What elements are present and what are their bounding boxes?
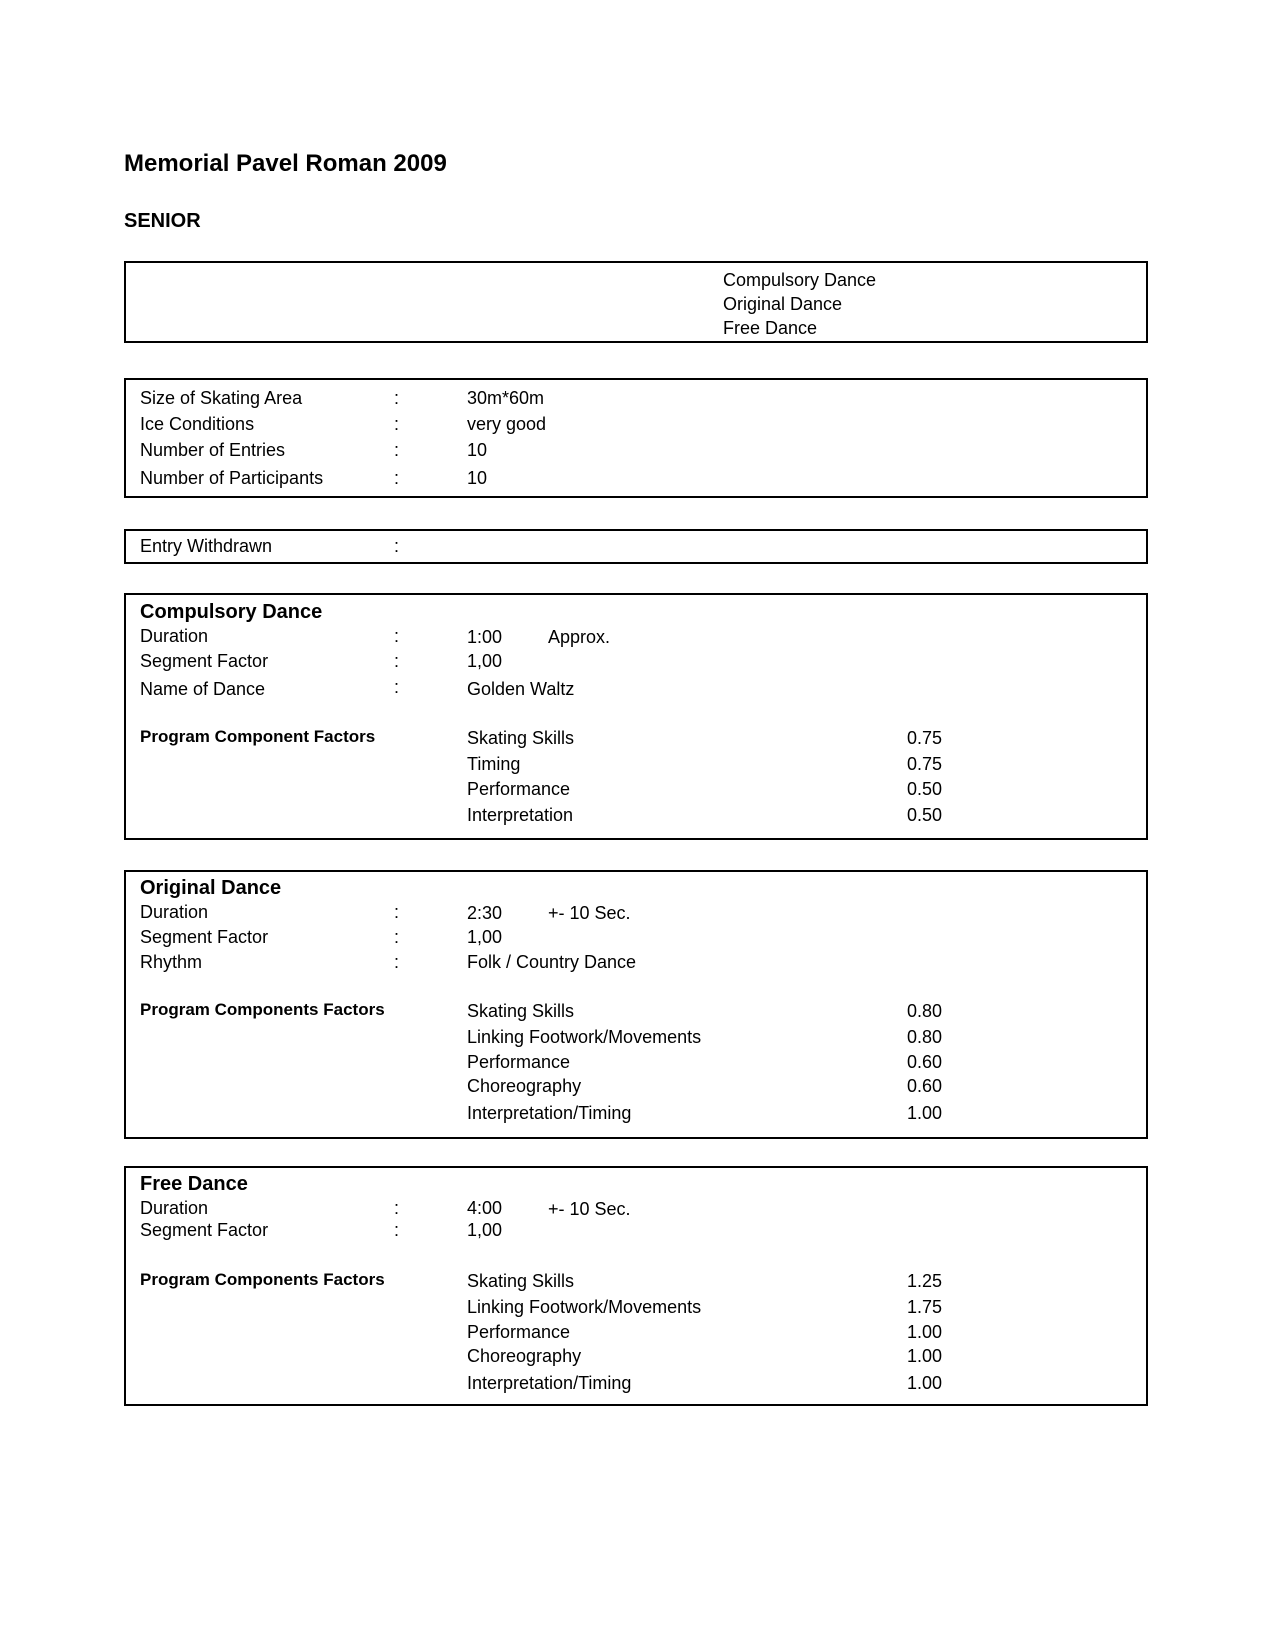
sep: : xyxy=(394,677,400,697)
duration-value: 1:00 xyxy=(467,627,503,647)
duration-value: 2:30 xyxy=(467,903,503,923)
component-name: Choreography xyxy=(467,1076,582,1096)
component-factor: 1.75 xyxy=(907,1297,943,1317)
category-label: SENIOR xyxy=(124,210,201,232)
duration-value: 4:00 xyxy=(467,1198,503,1218)
component-factor: 0.80 xyxy=(907,1027,943,1047)
duration-label: Duration xyxy=(140,626,209,646)
sep: : xyxy=(394,1198,400,1218)
info-value: 30m*60m xyxy=(467,388,545,408)
component-factor: 1.00 xyxy=(907,1373,943,1393)
pcf-label: Program Component Factors xyxy=(140,727,376,746)
pcf-label: Program Components Factors xyxy=(140,1270,385,1289)
duration-note: +- 10 Sec. xyxy=(548,1199,631,1219)
segment-factor-label: Segment Factor xyxy=(140,651,269,671)
withdrawn-label: Entry Withdrawn xyxy=(140,536,273,556)
component-name: Skating Skills xyxy=(467,1001,575,1021)
segment-factor-value: 1,00 xyxy=(467,1220,503,1240)
segment-factor-value: 1,00 xyxy=(467,927,503,947)
segment-list-item: Original Dance xyxy=(723,294,843,314)
component-factor: 1.25 xyxy=(907,1271,943,1291)
component-factor: 0.60 xyxy=(907,1076,943,1096)
info-sep: : xyxy=(394,440,400,460)
free-dance-box xyxy=(124,1166,1148,1406)
info-label: Size of Skating Area xyxy=(140,388,303,408)
info-value: very good xyxy=(467,414,547,434)
component-name: Linking Footwork/Movements xyxy=(467,1297,702,1317)
rhythm-value: Folk / Country Dance xyxy=(467,952,637,972)
component-name: Interpretation xyxy=(467,805,574,825)
info-label: Number of Entries xyxy=(140,440,286,460)
component-factor: 0.75 xyxy=(907,728,943,748)
section-heading: Original Dance xyxy=(140,877,282,899)
dance-name-value: Golden Waltz xyxy=(467,679,575,699)
component-name: Performance xyxy=(467,1322,571,1342)
component-name: Timing xyxy=(467,754,521,774)
segment-factor-label: Segment Factor xyxy=(140,1220,269,1240)
withdrawn-box xyxy=(124,529,1148,564)
withdrawn-sep: : xyxy=(394,536,400,556)
segment-list-item: Free Dance xyxy=(723,318,818,338)
component-name: Performance xyxy=(467,779,571,799)
info-sep: : xyxy=(394,468,400,488)
info-sep: : xyxy=(394,388,400,408)
segment-list-item: Compulsory Dance xyxy=(723,270,877,290)
info-sep: : xyxy=(394,414,400,434)
component-name: Interpretation/Timing xyxy=(467,1373,632,1393)
sep: : xyxy=(394,1220,400,1240)
info-label: Number of Participants xyxy=(140,468,324,488)
segment-factor-value: 1,00 xyxy=(467,651,503,671)
original-dance-box xyxy=(124,870,1148,1139)
sep: : xyxy=(394,927,400,947)
component-factor: 0.75 xyxy=(907,754,943,774)
sep: : xyxy=(394,651,400,671)
segment-factor-label: Segment Factor xyxy=(140,927,269,947)
rhythm-label: Rhythm xyxy=(140,952,203,972)
component-name: Linking Footwork/Movements xyxy=(467,1027,702,1047)
info-value: 10 xyxy=(467,468,488,488)
component-factor: 1.00 xyxy=(907,1322,943,1342)
pcf-label: Program Components Factors xyxy=(140,1000,385,1019)
component-factor: 0.60 xyxy=(907,1052,943,1072)
component-factor: 0.50 xyxy=(907,805,943,825)
info-value: 10 xyxy=(467,440,488,460)
duration-note: +- 10 Sec. xyxy=(548,903,631,923)
sep: : xyxy=(394,902,400,922)
component-name: Interpretation/Timing xyxy=(467,1103,632,1123)
dance-name-label: Name of Dance xyxy=(140,679,266,699)
duration-note: Approx. xyxy=(548,627,611,647)
component-factor: 0.80 xyxy=(907,1001,943,1021)
section-heading: Free Dance xyxy=(140,1173,248,1195)
compulsory-dance-box xyxy=(124,593,1148,840)
component-name: Skating Skills xyxy=(467,728,575,748)
duration-label: Duration xyxy=(140,1198,209,1218)
document-title: Memorial Pavel Roman 2009 xyxy=(124,150,447,177)
section-heading: Compulsory Dance xyxy=(140,601,323,623)
component-name: Performance xyxy=(467,1052,571,1072)
component-name: Choreography xyxy=(467,1346,582,1366)
duration-label: Duration xyxy=(140,902,209,922)
info-label: Ice Conditions xyxy=(140,414,255,434)
sep: : xyxy=(394,626,400,646)
component-name: Skating Skills xyxy=(467,1271,575,1291)
event-info-box xyxy=(124,378,1148,498)
segments-box xyxy=(124,261,1148,343)
sep: : xyxy=(394,952,400,972)
component-factor: 1.00 xyxy=(907,1103,943,1123)
component-factor: 1.00 xyxy=(907,1346,943,1366)
component-factor: 0.50 xyxy=(907,779,943,799)
